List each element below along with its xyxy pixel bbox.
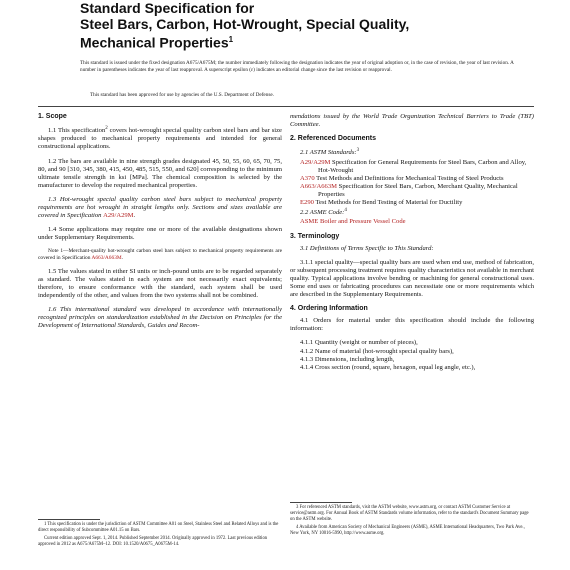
ordering-item: 4.1.3 Dimensions, including length, [300,355,395,363]
astm-standards-label: 2.1 ASTM Standards:$^3$ [300,148,360,157]
document-title [80,0,520,51]
footnotes-left [38,522,282,550]
title-line-2: Steel Bars, Carbon, Hot-Wrought, Special Quality, [80,16,410,32]
ref-code-link[interactable]: A663/A663M [300,182,337,190]
footnote-divider-left [38,519,100,520]
ordering-information-heading: 4. Ordering Information [290,305,368,313]
para-1-2: 1.2 The bars are available in nine strength grades designated 45, 50, 55, 60, 65, 70, 75, 80, and 90 [310, 345, 380, 415, 450, 485, 515, 550, and 620] corresponding to the minimum ultimate tensile strength in ksi [MPa]. The chemical composition is selected by the manufacturer to develop the required mechanical properties. [38,157,282,189]
ref-item: A663/A663M Specification for Steel Bars, Carbon, Merchant Quality, Mechanical Properties [300,182,518,198]
ordering-item: 4.1.4 Cross section (round, square, hexagon, equal leg angle, etc.), [300,363,476,371]
ref-code-link[interactable]: A29/A29M [300,158,331,166]
ordering-list [290,339,534,371]
para-3-1: 3.1 Definitions of Terms Specific to This Standard: [300,244,434,252]
para-1-4: 1.4 Some applications may require one or more of the available designations shown under Supplementary Requirements. [38,226,282,242]
right-column [290,113,534,372]
ref-item: E290 Test Methods for Bend Testing of Material for Ductility [300,199,463,207]
asme-code-link[interactable]: ASME Boiler and Pressure Vessel Code [300,218,406,226]
note-1: Note 1—Merchant-quality hot-wrought carbon steel bars subject to mechanical property requirements are covered in Specification A663/A663M. [38,248,282,261]
footnote: Current edition approved Sept. 1, 2014. Published September 2014. Originally approved in 1972. Last previous edition approved in 2012 as A675/A675M–12. DOI: 10.1520/A0675_A0675M-14. [38,535,268,547]
footnote: 1 This specification is under the jurisdiction of ASTM Committee A01 on Steel, Stainless Steel and Related Alloys and is the direct responsibility of Subcommittee A01.15 on Bars. [38,522,279,533]
para-1-1: 1.1 This specification$^2$ covers hot-wrought special quality carbon steel bars and bar size shapes produced to mechanical property requirements and intended for general constructional applications. [38,126,282,151]
left-column [38,113,282,336]
ref-item: A370 Test Methods and Definitions for Mechanical Testing of Steel Products [300,174,504,182]
dod-approval-notice: This standard has been approved for use by agencies of the U.S. Department of Defense. [90,92,274,98]
para-1-6-continued: mendations issued by the World Trade Organization Technical Barriers to Trade (TBT) Committee. [290,113,534,129]
ref-link-a663[interactable]: A663/A663M [91,255,122,261]
ordering-item: 4.1.1 Quantity (weight or number of pieces), [300,339,418,347]
ref-code-link[interactable]: A370 [300,174,315,182]
ordering-item: 4.1.2 Name of material (hot-wrought special quality bars), [300,347,454,355]
terminology-heading: 3. Terminology [290,232,340,240]
para-4-1: 4.1 Orders for material under this specification should include the following information: [290,317,534,333]
para-3-1-1: 3.1.1 special quality—special quality bars are used when end use, method of fabrication, or subsequent processing treatment requires quality characteristics not available in merchant quality. Typical applications involve bending or machining for general constructional uses. Some end uses or fabricating procedures can necessitate one or more requirements which are described in the Supplementary Requirements. [290,258,534,299]
referenced-documents-heading: 2. Referenced Documents [290,135,376,143]
para-1-3: 1.3 Hot-wrought special quality carbon steel bars subject to mechanical property requirements are hot wrought in straight lengths only. Sections and sizes available are covered in Specification A29/A29M. [38,195,282,220]
footnote: 4 Available from American Society of Mechanical Engineers (ASME), ASME International Headquarters, Two Park Ave., New York, NY 10016-5990, http://www.asme.org. [290,524,525,536]
footnote-divider-right [290,502,352,503]
ref-item: A29/A29M Specification for General Requirements for Steel Bars, Carbon and Alloy, Hot-Wrought [300,158,527,174]
footnotes-right [290,505,534,539]
footnote: 3 For referenced ASTM standards, visit the ASTM website, www.astm.org, or contact ASTM Customer Service at service@astm.org. For Annual Book of ASTM Standards volume information, refer to the standard's Document Summary page on the ASTM website. [290,505,529,522]
para-1-5: 1.5 The values stated in either SI units or inch-pound units are to be regarded separately as standard. The values stated in each system are not necessarily exact equivalents; therefore, to ensure conformance with the standard, each system shall be used independently of the other, and values from the two systems shall not be combined. [38,267,282,299]
ref-code-link[interactable]: E290 [300,199,314,207]
ref-link-a29[interactable]: A29/A29M [103,212,134,220]
para-1-6: 1.6 This international standard was developed in accordance with internationally recognized principles on standardization established in the Decision on Principles for the Development of International Standards, Guides and Recom- [38,305,282,330]
scope-heading: 1. Scope [38,113,67,120]
header-divider [38,106,534,107]
title-line-3: Mechanical Properties$^1$ [80,34,234,51]
ref-item [290,218,534,226]
designation-notice: This standard is issued under the fixed designation A675/A675M; the number immediately following the designation indicates the year of original adoption or, in the case of revision, the year of last revision. A number in parentheses indicates the year of last reapproval. A superscript epsilon (ε) indicates an editorial change since the last revision or reapproval. [80,60,514,73]
title-footnote-marker: 1 [228,35,234,44]
referenced-documents-list [290,147,534,226]
asme-code-label: 2.2 ASME Code:$^4$ [300,208,347,217]
title-line-1: Standard Specification for [80,0,255,16]
